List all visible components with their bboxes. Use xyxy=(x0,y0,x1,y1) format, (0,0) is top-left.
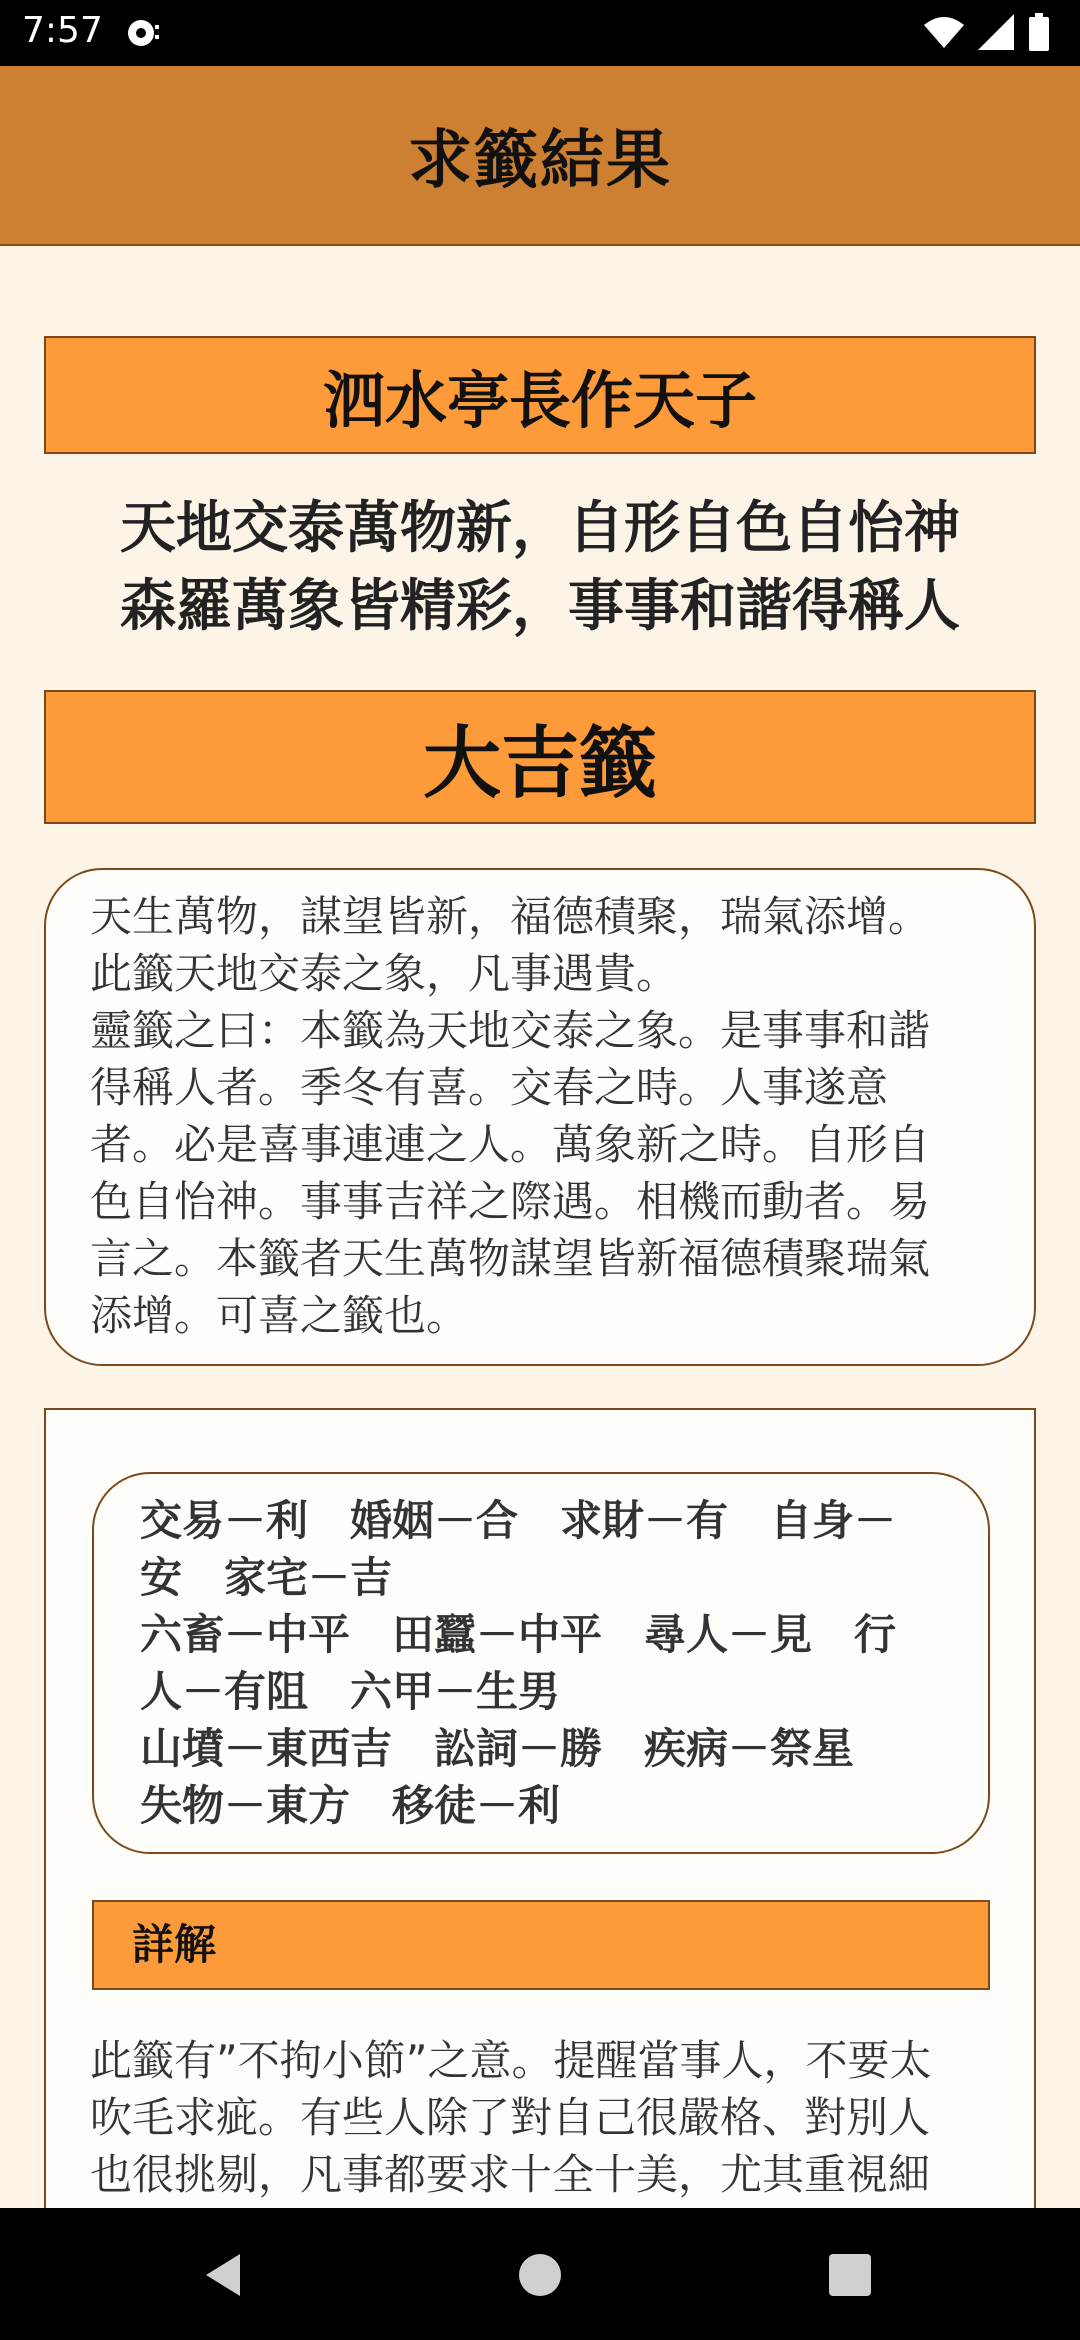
explanation-line: 得稱人者。季冬有喜。交春之時。人事遂意 xyxy=(90,1063,889,1112)
result-content[interactable] xyxy=(0,246,1080,2208)
status-bar xyxy=(0,0,1080,66)
explanation-line: 此籤天地交泰之象，凡事遇貴。 xyxy=(90,949,679,998)
explanation-line: 者。必是喜事連連之人。萬象新之時。自形自 xyxy=(90,1120,931,1169)
status-icons xyxy=(924,13,1050,51)
status-time: 7:57 xyxy=(22,10,103,51)
poem-line: 森羅萬象皆精彩，事事和諧得稱人 xyxy=(120,574,960,639)
explanation-line: 色自怡神。事事吉祥之際遇。相機而動者。易 xyxy=(90,1177,931,1226)
battery-icon xyxy=(1028,13,1050,51)
explanation-line: 靈籤之曰：本籤為天地交泰之象。是事事和諧 xyxy=(90,1006,931,1055)
category-tags xyxy=(94,1474,988,1834)
navigation-bar xyxy=(0,2208,1080,2340)
fortune-grade: 大吉籤 xyxy=(44,690,1036,824)
wifi-icon xyxy=(924,15,964,49)
recents-icon[interactable] xyxy=(825,2250,875,2300)
explanation-line: 天生萬物，謀望皆新，福德積聚，瑞氣添增。 xyxy=(90,892,931,941)
back-icon[interactable] xyxy=(200,2250,250,2300)
category-tags-box xyxy=(92,1472,990,1854)
media-cast-icon xyxy=(124,15,164,51)
page-title: 求籤結果 xyxy=(408,124,672,198)
tag-line: 六畜－中平 田蠶－中平 尋人－見 行 xyxy=(140,1610,897,1659)
home-icon[interactable] xyxy=(515,2250,565,2300)
detail-header: 詳解 xyxy=(92,1900,990,1990)
detail-line: 此籤有”不拘小節”之意。提醒當事人，不要太 xyxy=(90,2036,932,2085)
app-header xyxy=(0,66,1080,246)
explanation-text xyxy=(46,870,1034,1344)
detail-text xyxy=(90,2032,1010,2203)
explanation-line: 言之。本籤者天生萬物謀望皆新福德積聚瑞氣 xyxy=(90,1234,931,1283)
tag-line: 人－有阻 六甲－生男 xyxy=(140,1667,561,1716)
detail-line: 吹毛求疵。有些人除了對自己很嚴格、對別人 xyxy=(90,2093,931,2142)
fortune-title: 泗水亭長作天子 xyxy=(44,336,1036,454)
fortune-poem xyxy=(44,490,1036,646)
tag-line: 失物－東方 移徒－利 xyxy=(140,1781,561,1830)
detail-panel xyxy=(44,1408,1036,2208)
tag-line: 山墳－東西吉 訟詞－勝 疾病－祭星 xyxy=(140,1724,855,1773)
explanation-box xyxy=(44,868,1036,1366)
detail-line: 也很挑剔，凡事都要求十全十美，尤其重視細 xyxy=(90,2150,931,2199)
tag-line: 安 家宅－吉 xyxy=(140,1553,393,1602)
explanation-line: 添增。可喜之籤也。 xyxy=(90,1291,469,1340)
signal-icon xyxy=(978,14,1014,50)
poem-line: 天地交泰萬物新，自形自色自怡神 xyxy=(120,496,960,561)
tag-line: 交易－利 婚姻－合 求財－有 自身－ xyxy=(140,1496,897,1545)
